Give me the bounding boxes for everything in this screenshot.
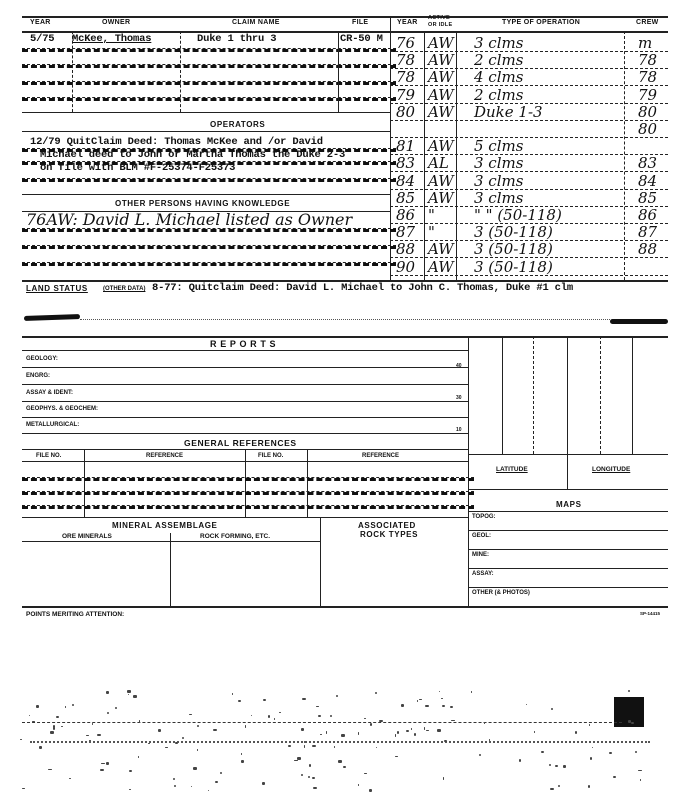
activity-status: AW xyxy=(428,102,454,121)
activity-operation: 3 clms xyxy=(474,34,524,52)
activity-year: 88 xyxy=(396,240,416,259)
scan-speck xyxy=(370,723,371,726)
scan-speck xyxy=(450,706,453,708)
scan-speck xyxy=(301,774,303,776)
claim-year: 5/75 xyxy=(30,33,55,45)
scan-speck xyxy=(395,734,396,737)
scan-speck xyxy=(635,751,637,753)
activity-row-line xyxy=(390,275,668,276)
claim-file: CR-50 M xyxy=(340,33,383,45)
activity-status: AL xyxy=(428,154,449,173)
scan-speck xyxy=(128,694,129,695)
scan-speck xyxy=(86,735,89,736)
activity-crew: 80 xyxy=(638,102,658,121)
activity-year: 79 xyxy=(396,85,416,104)
activity-year: 86 xyxy=(396,206,416,224)
maps-line xyxy=(468,568,668,569)
claim-grid-line xyxy=(22,48,396,52)
scan-speck xyxy=(640,779,642,780)
scan-speck xyxy=(138,756,140,758)
ref-col-reference-1: REFERENCE xyxy=(146,453,184,459)
ref-col-reference-2: REFERENCE xyxy=(362,453,400,459)
scan-speck xyxy=(197,749,198,751)
scan-speck xyxy=(263,699,266,700)
activity-operation: 4 clms xyxy=(474,68,524,87)
scan-speck xyxy=(133,695,137,698)
scan-speck xyxy=(318,715,321,717)
map-grid-bottom xyxy=(468,489,668,490)
ref-row-line xyxy=(22,505,474,509)
scan-speck xyxy=(425,705,429,707)
scan-speck xyxy=(628,690,630,692)
activity-crew: 79 xyxy=(638,85,658,104)
operators-grid-line xyxy=(22,148,396,152)
scan-speck xyxy=(165,747,168,748)
scan-speck xyxy=(175,742,178,743)
scan-speck xyxy=(364,718,366,719)
scan-speck xyxy=(417,700,418,702)
report-line xyxy=(22,384,468,385)
activity-year: 78 xyxy=(396,68,416,87)
scan-speck xyxy=(97,734,101,735)
scan-speck xyxy=(401,704,404,706)
scan-speck xyxy=(53,725,55,728)
scan-speck xyxy=(304,745,305,748)
scan-speck xyxy=(20,739,22,740)
scan-speck xyxy=(555,765,558,767)
scan-speck xyxy=(439,691,440,692)
activity-operation: 3 clms xyxy=(474,188,524,207)
activity-crew: 80 xyxy=(638,120,658,138)
activity-year: 87 xyxy=(396,223,416,242)
ref-bottom xyxy=(22,517,468,518)
scan-speck xyxy=(213,729,217,731)
scan-speck xyxy=(193,767,197,770)
scan-speck xyxy=(338,760,341,763)
scan-speck xyxy=(411,728,412,729)
scan-speck xyxy=(69,778,70,779)
scan-speck xyxy=(375,692,377,694)
maps-line xyxy=(468,530,668,531)
activity-year: 83 xyxy=(396,154,416,173)
scan-speck xyxy=(426,730,430,731)
scan-speck xyxy=(238,700,241,701)
land-status-sub: (OTHER DATA) xyxy=(103,286,146,292)
latitude-label: LATITUDE xyxy=(496,466,528,473)
report-line xyxy=(22,433,468,434)
scan-speck xyxy=(251,715,253,716)
ref-col-file-no-1: FILE NO. xyxy=(36,453,62,459)
claim-grid-line xyxy=(22,97,396,101)
scan-speck xyxy=(106,691,109,694)
activity-crew: 83 xyxy=(638,154,658,173)
scan-speck xyxy=(158,729,161,731)
scan-speck xyxy=(563,765,566,768)
scan-speck xyxy=(588,785,590,788)
scan-speck xyxy=(558,785,560,787)
scan-speck xyxy=(451,720,454,722)
activity-status: AW xyxy=(428,257,454,276)
scan-smudge xyxy=(610,319,668,324)
associated-line-2: ROCK TYPES xyxy=(360,530,419,539)
operators-grid-line xyxy=(22,161,396,165)
scan-speck xyxy=(613,776,616,778)
activity-year: 80 xyxy=(396,102,416,121)
reports-title-underline xyxy=(22,350,468,351)
header-year-right: YEAR xyxy=(397,19,418,26)
mineral-header-line xyxy=(22,541,320,542)
scan-speck xyxy=(549,764,552,766)
scan-speck xyxy=(414,733,416,736)
general-references-title: GENERAL REFERENCES xyxy=(184,438,297,448)
scan-speck xyxy=(395,756,397,757)
associated-line-1: ASSOCIATED xyxy=(358,521,416,530)
scan-speck xyxy=(364,773,368,774)
header-owner: OWNER xyxy=(102,19,131,26)
scan-speck xyxy=(312,745,316,746)
maps-topog: TOPOG: xyxy=(472,514,496,520)
scan-speck xyxy=(100,769,104,771)
scan-smudge xyxy=(24,314,80,321)
maps-line xyxy=(468,587,668,588)
scan-speck xyxy=(232,693,233,695)
report-scale-40: 40 xyxy=(456,363,462,369)
activity-crew: 86 xyxy=(638,206,658,224)
scan-speck xyxy=(29,715,30,717)
scan-speck xyxy=(638,770,642,771)
header-crew: CREW xyxy=(636,19,659,26)
scan-speck xyxy=(129,789,131,790)
map-grid-line xyxy=(600,336,601,454)
scan-speck xyxy=(309,764,311,767)
other-persons-grid-line xyxy=(22,262,396,266)
scan-smudge-line xyxy=(80,319,610,320)
map-grid-line xyxy=(567,336,568,489)
scan-speck xyxy=(191,786,192,788)
maps-mine: MINE: xyxy=(472,552,489,558)
scan-speck xyxy=(241,760,244,763)
maps-line xyxy=(468,549,668,550)
mineral-right-border xyxy=(320,517,321,606)
scan-speck xyxy=(220,772,222,774)
scan-speck xyxy=(313,787,317,789)
activity-year: 81 xyxy=(396,137,416,156)
report-metallurgical: METALLURGICAL: xyxy=(26,422,80,428)
activity-status: AW xyxy=(428,171,454,190)
scan-speck xyxy=(406,730,409,732)
mineral-assemblage-title: MINERAL ASSEMBLAGE xyxy=(112,521,218,530)
activity-operation: 3 (50-118) xyxy=(474,257,553,276)
maps-assay: ASSAY: xyxy=(472,571,494,577)
header-active: ACTIVE xyxy=(428,15,450,21)
points-rule xyxy=(22,606,668,608)
map-grid-line xyxy=(533,336,534,454)
other-persons-title: OTHER PERSONS HAVING KNOWLEDGE xyxy=(115,199,291,208)
scan-speck xyxy=(628,720,632,722)
activity-year: 78 xyxy=(396,51,416,70)
scan-speck xyxy=(316,706,318,708)
scan-speck xyxy=(437,729,440,732)
scan-speck xyxy=(189,714,192,715)
report-engrg: ENGRG: xyxy=(26,373,50,379)
ref-row-line xyxy=(22,477,474,481)
scan-speck xyxy=(173,778,175,779)
scan-speck xyxy=(48,769,52,770)
scan-speck xyxy=(56,716,58,718)
scan-speck xyxy=(609,752,612,754)
header-file: FILE xyxy=(352,19,369,26)
map-grid-line xyxy=(468,454,668,455)
land-status-label: LAND STATUS xyxy=(26,284,88,293)
header-type-of-operation: TYPE OF OPERATION xyxy=(502,19,581,26)
activity-crew: 78 xyxy=(638,51,658,70)
activity-status: AW xyxy=(428,137,454,156)
activity-status: " xyxy=(428,206,435,224)
scan-speck xyxy=(484,722,485,724)
land-status-text: 8-77: Quitclaim Deed: David L. Michael to John C. Thomas, Duke #1 clm xyxy=(152,282,573,294)
report-scale-10: 10 xyxy=(456,427,462,433)
scan-speck xyxy=(89,740,91,741)
scan-speck xyxy=(92,723,93,725)
scan-speck xyxy=(148,743,150,744)
scan-speck xyxy=(308,776,310,777)
activity-operation: Duke 1-3 xyxy=(474,102,543,121)
scan-speck xyxy=(443,777,445,780)
operators-line-2: Michael deed to John or Martha Thomas the Duke 2-3 xyxy=(40,149,346,161)
scan-speck xyxy=(526,704,527,705)
activity-status: AW xyxy=(428,188,454,207)
scan-speck xyxy=(358,784,359,786)
operators-title-underline xyxy=(22,131,390,132)
report-scale-30: 30 xyxy=(456,395,462,401)
activity-status: AW xyxy=(428,51,454,70)
maps-other: OTHER (& PHOTOS) xyxy=(472,590,530,596)
scan-speck xyxy=(551,708,553,710)
scan-speck xyxy=(419,699,421,700)
scan-speck xyxy=(441,698,443,699)
scan-speck xyxy=(358,732,359,735)
activity-crew: 84 xyxy=(638,171,658,190)
scan-speck xyxy=(343,766,346,769)
scan-speck xyxy=(304,741,305,744)
scan-speck xyxy=(369,789,372,792)
scan-speck xyxy=(208,790,209,791)
activity-crew: 85 xyxy=(638,188,658,207)
other-persons-grid-line xyxy=(22,245,396,249)
scan-speck xyxy=(182,737,183,739)
maps-underline xyxy=(468,511,668,512)
operators-title: OPERATORS xyxy=(210,120,266,129)
activity-operation: 3 clms xyxy=(474,154,524,173)
report-geology: GEOLOGY: xyxy=(26,356,58,362)
scan-speck xyxy=(541,751,544,752)
reports-right-border xyxy=(468,336,469,606)
scan-speck xyxy=(301,728,304,731)
activity-operation: 2 clms xyxy=(474,85,524,104)
activity-year: 85 xyxy=(396,188,416,207)
scan-speck xyxy=(589,724,591,725)
report-line xyxy=(22,417,468,418)
scan-speck xyxy=(312,777,315,779)
scan-speck xyxy=(397,731,399,734)
mineral-col-ore: ORE MINERALS xyxy=(62,533,112,540)
mineral-col-divider xyxy=(170,533,171,606)
activity-status: AW xyxy=(428,34,454,52)
scan-speck xyxy=(550,788,553,789)
scan-speck xyxy=(519,759,521,761)
operators-line-1: 12/79 QuitClaim Deed: Thomas McKee and /or David xyxy=(30,136,323,148)
claim-col-divider xyxy=(180,31,181,112)
claim-owner: McKee, Thomas xyxy=(72,33,152,45)
activity-year: 84 xyxy=(396,171,416,190)
other-persons-grid-line xyxy=(22,228,396,232)
longitude-label: LONGITUDE xyxy=(592,466,631,473)
scan-speck xyxy=(106,762,109,765)
other-persons-note: 76AW: David L. Michael listed as Owner xyxy=(26,210,353,229)
operators-line-3: on file with BLM #F-25374-F25373 xyxy=(40,162,236,174)
scan-speck xyxy=(65,706,66,708)
report-assay-ident: ASSAY & IDENT: xyxy=(26,390,74,396)
map-grid-line xyxy=(632,336,633,454)
scan-speck xyxy=(442,705,445,706)
scan-speck xyxy=(36,705,39,707)
claim-grid-line xyxy=(22,64,396,68)
activity-year: 76 xyxy=(396,34,416,52)
activity-year: 90 xyxy=(396,257,416,276)
scan-speck xyxy=(115,707,117,709)
activity-operation: " " (50-118) xyxy=(474,206,562,224)
report-line xyxy=(22,401,468,402)
activity-operation: 5 clms xyxy=(474,137,524,156)
activity-status: AW xyxy=(428,240,454,259)
claim-name: Duke 1 thru 3 xyxy=(197,33,277,45)
scan-speck xyxy=(50,731,53,733)
scan-speck xyxy=(376,747,377,749)
ref-col-file-no-2: FILE NO. xyxy=(258,453,284,459)
activity-operation: 2 clms xyxy=(474,51,524,70)
scan-speck xyxy=(534,731,535,732)
scan-speck xyxy=(268,715,270,718)
scan-speck xyxy=(302,698,306,700)
maps-geol: GEOL: xyxy=(472,533,491,539)
scan-speck xyxy=(262,782,265,785)
scan-speck xyxy=(326,731,327,734)
activity-operation: 3 clms xyxy=(474,171,524,190)
header-claim-name: CLAIM NAME xyxy=(232,19,280,26)
scan-speck xyxy=(471,691,472,693)
operators-grid-line xyxy=(22,178,396,182)
claim-grid-line xyxy=(22,81,396,85)
scan-speck xyxy=(336,695,338,697)
scan-speck xyxy=(590,757,592,759)
scan-speck xyxy=(379,720,382,723)
scan-speck xyxy=(334,746,335,747)
scan-speck xyxy=(127,690,131,693)
scan-speck xyxy=(129,770,132,772)
scan-speck xyxy=(241,753,242,755)
scan-speck xyxy=(288,745,291,747)
activity-status: AW xyxy=(428,85,454,104)
scan-noise-line xyxy=(30,741,650,743)
reports-top xyxy=(22,336,668,338)
claim-col-divider xyxy=(338,31,339,112)
scan-speck xyxy=(294,760,297,761)
report-line xyxy=(22,367,468,368)
scan-speck xyxy=(174,785,176,787)
activity-crew: 87 xyxy=(638,223,658,242)
scan-speck xyxy=(320,734,322,735)
report-geophys: GEOPHYS. & GEOCHEM: xyxy=(26,406,99,412)
activity-operation: 3 (50-118) xyxy=(474,223,553,242)
activity-status: " xyxy=(428,223,435,242)
scan-speck xyxy=(197,725,199,726)
activity-crew: 78 xyxy=(638,68,658,87)
scan-speck xyxy=(72,704,73,706)
maps-title: MAPS xyxy=(556,500,582,509)
activity-operation: 3 (50-118) xyxy=(474,240,553,259)
claim-grid-line xyxy=(22,112,390,113)
ref-row-line xyxy=(22,491,474,495)
activity-crew: 88 xyxy=(638,240,658,259)
scan-speck xyxy=(107,712,109,713)
activity-status: AW xyxy=(428,68,454,87)
scan-speck xyxy=(32,721,35,722)
scan-speck xyxy=(479,754,481,756)
scan-speck xyxy=(279,712,281,713)
header-year: YEAR xyxy=(30,19,51,26)
scan-speck xyxy=(245,725,246,728)
scan-speck xyxy=(274,718,275,720)
scan-speck xyxy=(39,746,42,748)
scan-speck xyxy=(592,747,593,748)
form-number: SP-14415 xyxy=(640,611,661,616)
mineral-col-rock-forming: ROCK FORMING, ETC. xyxy=(200,533,271,540)
scan-speck xyxy=(575,731,577,734)
reports-title: R E P O R T S xyxy=(210,339,277,349)
scan-speck xyxy=(22,788,25,789)
scan-speck xyxy=(61,726,63,728)
header-or-idle: OR IDLE xyxy=(428,22,453,28)
activity-crew: m xyxy=(638,34,653,52)
scan-noise-line xyxy=(22,722,622,723)
operators-bottom xyxy=(22,194,390,195)
scan-speck xyxy=(101,763,105,764)
points-meriting-attention: POINTS MERITING ATTENTION: xyxy=(26,611,125,618)
scan-speck xyxy=(330,715,332,717)
scan-speck xyxy=(341,734,345,736)
scan-speck xyxy=(215,781,218,783)
activity-row-line xyxy=(390,120,668,121)
map-grid-line xyxy=(502,336,503,454)
top-border xyxy=(22,16,668,18)
